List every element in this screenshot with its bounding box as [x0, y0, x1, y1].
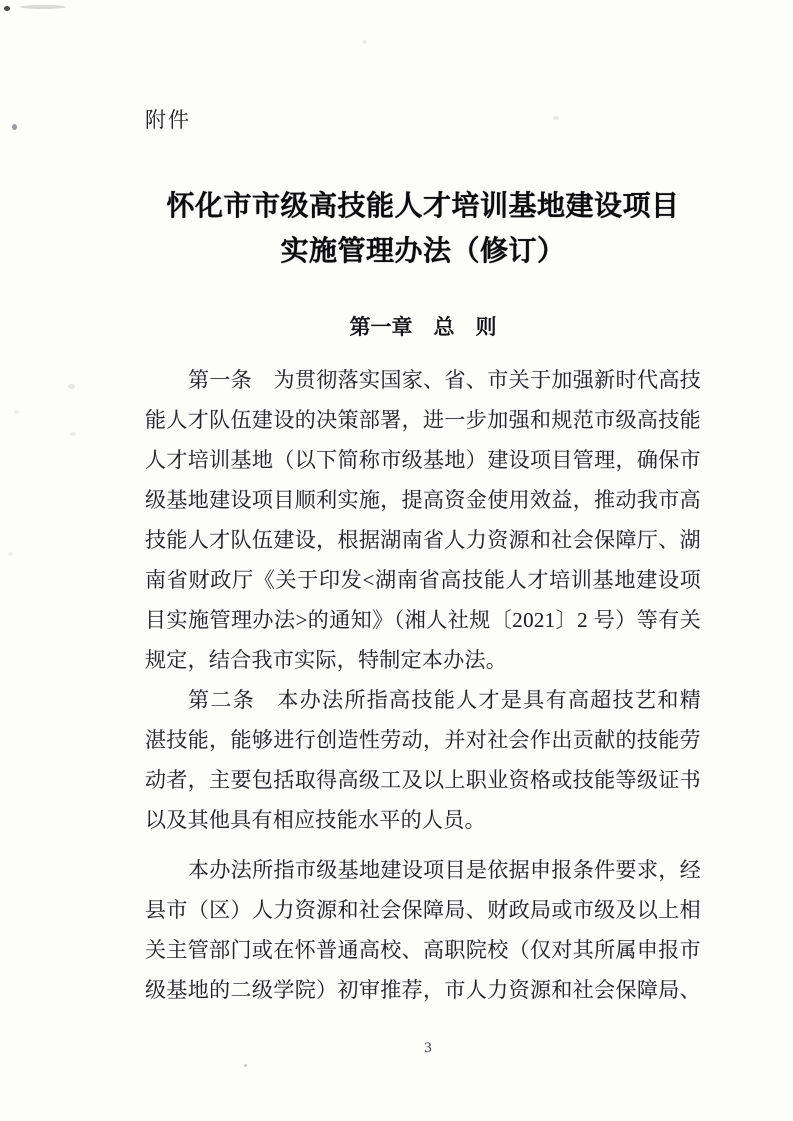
- scan-noise: [8, 552, 13, 556]
- body-line: 人才培训基地（以下简称市级基地）建设项目管理，确保市: [145, 448, 701, 472]
- body-line: 关主管部门或在怀普通高校、高职院校（仅对其所属申报市: [145, 938, 701, 962]
- document-title-line-2: 实施管理办法（修订）: [280, 235, 566, 266]
- body-line: 级基地的二级学院）初审推荐，市人力资源和社会保障局、: [145, 978, 701, 1002]
- scan-noise: [553, 116, 559, 120]
- body-line: 技能人才队伍建设，根据湖南省人力资源和社会保障厅、湖: [145, 528, 701, 552]
- scan-noise: [362, 40, 367, 44]
- document-title: [145, 183, 701, 273]
- scan-noise: [12, 124, 17, 130]
- scan-noise: [68, 384, 75, 389]
- scan-noise: [20, 5, 66, 9]
- body-line: 以及其他具有相应技能水平的人员。: [145, 808, 486, 832]
- body-line: 第一条 为贯彻落实国家、省、市关于加强新时代高技: [188, 368, 701, 392]
- scan-noise: [70, 432, 76, 436]
- body-line: 目实施管理办法>的通知》（湘人社规〔2021〕2 号）等有关: [145, 608, 701, 632]
- scan-noise: [244, 1064, 247, 1067]
- body-line: 县市（区）人力资源和社会保障局、财政局或市级及以上相: [145, 898, 701, 922]
- body-line: 湛技能，能够进行创造性劳动，并对社会作出贡献的技能劳: [145, 728, 701, 752]
- body-line: 能人才队伍建设的决策部署，进一步加强和规范市级高技能: [145, 408, 701, 432]
- page-number: 3: [424, 1040, 432, 1056]
- scan-noise: [14, 410, 19, 414]
- body-line: 第二条 本办法所指高技能人才是具有高超技艺和精: [188, 688, 701, 712]
- chapter-heading: 第一章 总 则: [349, 316, 497, 339]
- attachment-label: 附件: [145, 109, 191, 132]
- body-line: 南省财政厅《关于印发<湖南省高技能人才培训基地建设项: [145, 568, 701, 592]
- body-line: 规定，结合我市实际，特制定本办法。: [145, 648, 508, 672]
- body-line: 级基地建设项目顺利实施，提高资金使用效益，推动我市高: [145, 488, 701, 512]
- scan-noise: [4, 6, 10, 11]
- body-line: 本办法所指市级基地建设项目是依据申报条件要求，经: [188, 858, 701, 882]
- document-title-line-1: 怀化市市级高技能人才培训基地建设项目: [166, 190, 680, 221]
- body-line: 动者，主要包括取得高级工及以上职业资格或技能等级证书: [145, 768, 701, 792]
